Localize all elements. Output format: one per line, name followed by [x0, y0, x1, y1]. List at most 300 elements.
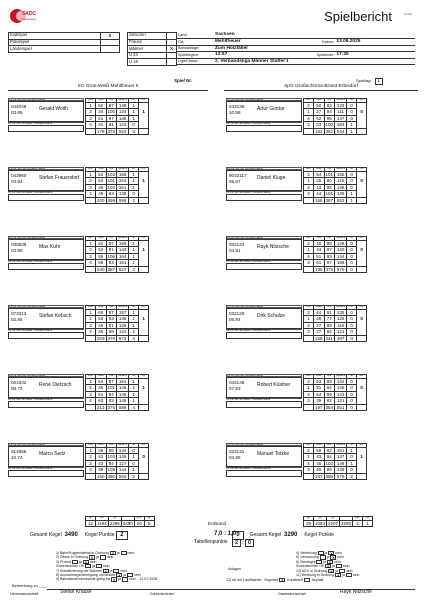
player-score-table — [303, 374, 367, 411]
score-cell: 164 — [117, 253, 129, 259]
mp-cell: 1 — [139, 178, 149, 184]
segment-label: Segment — [264, 578, 279, 583]
player-name[interactable]: Manuel Totzke — [257, 451, 290, 457]
player-header: Ps.-Nr. Mo.-Ja. Vorname Name — [226, 167, 302, 170]
score-cell: 4 — [86, 467, 96, 473]
sum-spacer-cell — [139, 404, 149, 410]
player-namebox — [226, 446, 302, 467]
sum-cell: 627 — [117, 266, 129, 272]
category-mark[interactable]: X — [167, 46, 177, 53]
score-cell: 1 — [86, 102, 96, 108]
player-name[interactable]: Gerald Woith — [39, 106, 69, 112]
score-cell: 97 — [106, 115, 117, 121]
sum-cell: 399 — [107, 197, 116, 203]
sum-cell: 160 — [97, 473, 105, 479]
home-total-value: 1194 — [97, 521, 107, 527]
sum-cell: 375 — [325, 266, 334, 272]
score-cell: 101 — [107, 178, 116, 184]
score-cell: 53 — [314, 122, 325, 128]
check-label: Sonstiges — [300, 559, 317, 564]
sum-cell: 178 — [97, 128, 105, 134]
score-cell: 2 — [304, 171, 314, 177]
exchange-header: Ps.-Nr. Mo.-Ja. Ausw.: Vorname Name — [8, 467, 84, 470]
player-birth-date: 05.87 — [229, 179, 241, 184]
category-label: U 23 — [128, 52, 167, 59]
score-cell: 53 — [96, 171, 107, 177]
home-total-value: 12 — [86, 520, 96, 526]
player-pass-number: 032128 — [229, 311, 245, 316]
guest-total-value: 2207 — [328, 521, 339, 527]
player-score-table — [303, 443, 367, 480]
player-pass-number: 001632 — [11, 380, 27, 385]
segment-checkbox[interactable]: X — [281, 579, 284, 583]
ja-checkbox[interactable]: X — [330, 569, 333, 574]
score-cell: 0 — [347, 178, 357, 184]
sum-cell: 551 — [335, 404, 347, 410]
home-total-value: 2296 — [109, 521, 120, 527]
category-mark[interactable] — [167, 52, 177, 59]
score-cell: 3 — [86, 322, 96, 328]
check-label: Schiedsrichter OK — [56, 564, 86, 569]
score-cell: 51 — [314, 253, 325, 259]
player-name[interactable]: Dirk Schulze — [257, 313, 286, 319]
score-cell: 3 — [304, 191, 314, 197]
sum-cell: 588 — [117, 404, 129, 410]
mp-cell: 0 — [139, 454, 149, 460]
totals-header: MP — [363, 517, 373, 521]
player-name[interactable]: Stefan Kebsch — [39, 313, 72, 319]
score-cell: 4 — [86, 398, 96, 404]
player-birth-date: 10.74 — [11, 455, 23, 460]
player-header: Ps.-Nr. Mo.-Ja. Vorname Name — [226, 443, 302, 446]
score-column-header: MP — [357, 306, 367, 310]
player-name[interactable]: Daniel Kluge — [257, 175, 286, 181]
kunststoff-checkbox[interactable] — [304, 578, 310, 582]
score-cell: 3 — [86, 184, 96, 190]
player-name[interactable]: René Dietzsch — [39, 382, 72, 388]
home-total-value: 20 — [134, 520, 144, 526]
gesamt-label: Gesamt Kegel — [30, 532, 62, 538]
kegelpunkte-label: Kegel Punkte — [304, 532, 335, 538]
category-mark[interactable] — [167, 33, 177, 40]
player-namebox — [226, 170, 302, 191]
score-cell: 3 — [86, 391, 96, 397]
score-cell: 39 — [314, 398, 325, 404]
sum-cell: 3 — [129, 197, 139, 203]
sum-cell: 2 — [347, 473, 357, 479]
score-cell: 40 — [314, 240, 325, 246]
category-label: Senioren — [128, 33, 167, 40]
sum-cell: 550 — [117, 473, 129, 479]
score-column-header: Bhn — [304, 375, 314, 379]
score-cell: 36 — [96, 447, 107, 453]
datum-label: Datum: — [298, 39, 335, 46]
exchange-player-field[interactable] — [8, 263, 84, 270]
score-cell: 0 — [347, 309, 357, 315]
score-cell: 1 — [347, 460, 357, 466]
league-type-table — [8, 32, 120, 53]
score-cell: 144 — [335, 253, 347, 259]
spielende-value[interactable]: 17:35 — [335, 52, 415, 59]
score-cell: 68 — [96, 260, 107, 266]
ja-label: ja — [91, 564, 96, 569]
check-number: 8) — [56, 572, 60, 577]
exchange-player-field[interactable] — [226, 263, 302, 270]
sum-spacer-cell — [304, 473, 314, 479]
bahnanlage-value[interactable]: Zum Holzfäller — [214, 45, 415, 52]
check-number: 3) — [56, 559, 61, 564]
mp-cell: 0 — [357, 385, 367, 391]
sum-cell: 0 — [347, 404, 357, 410]
sum-spacer-cell — [86, 197, 96, 203]
score-cell: 136 — [117, 322, 129, 328]
score-cell: 1 — [129, 109, 139, 115]
home-team-name[interactable]: SG Grün-Weiß Mehltheuer II — [8, 84, 208, 91]
score-cell: 84 — [324, 329, 335, 335]
land-value[interactable]: Sachsen — [214, 32, 415, 39]
totals-header: gV — [327, 517, 340, 521]
score-column-header: MP — [139, 444, 149, 448]
score-column-header: SP — [347, 306, 357, 310]
player-name[interactable]: Artur Gontar — [257, 106, 285, 112]
category-mark[interactable] — [167, 59, 177, 66]
exchange-player-field[interactable] — [8, 401, 84, 408]
ja-checkbox[interactable]: X — [90, 556, 94, 561]
exchange-player-field[interactable] — [8, 470, 84, 477]
score-column-header: Gesamt — [336, 374, 346, 377]
checks-left — [56, 551, 157, 582]
score-cell: 2 — [304, 378, 314, 384]
liga-value[interactable]: 2. Verbandsliga Männer Staffel 1 — [214, 58, 415, 65]
player-score-table — [85, 443, 149, 480]
score-column-header: Volle — [96, 444, 107, 448]
score-cell: 81 — [106, 122, 117, 128]
ja-checkbox[interactable]: X — [113, 578, 116, 583]
score-cell: 134 — [117, 447, 129, 453]
league-type-mark[interactable]: X — [100, 33, 119, 40]
score-column-header: SP — [347, 168, 357, 172]
check-number: 7) — [56, 568, 61, 573]
category-table — [127, 32, 177, 66]
score-column-header: Volle — [314, 444, 325, 448]
exchange-player-field[interactable] — [8, 332, 84, 339]
score-cell: 115 — [335, 178, 347, 184]
gesamt-label: Gesamt Kegel — [249, 532, 282, 538]
ja-checkbox[interactable]: X — [336, 573, 340, 578]
tp2-guest-value: 0 — [245, 539, 254, 547]
sum-cell: 553 — [335, 197, 347, 203]
score-cell: 0 — [129, 122, 139, 128]
nein-checkbox[interactable]: X — [332, 556, 335, 561]
score-column-header: Volle — [96, 306, 107, 310]
nein-checkbox[interactable]: X — [84, 560, 88, 565]
score-cell: 99 — [324, 467, 335, 473]
score-column-header: Abr — [106, 444, 117, 448]
sum-cell: 544 — [335, 128, 347, 134]
exchange-header: Ps.-Nr. Mo.-Ja. Ausw.: Vorname Name — [8, 329, 84, 332]
player-pass-number: 023131 — [229, 449, 245, 454]
score-cell: 4 — [86, 122, 96, 128]
score-column-header: Volle — [314, 306, 325, 310]
sum-cell: 240 — [97, 266, 105, 272]
score-cell: 142 — [335, 378, 347, 384]
ja-checkbox[interactable]: X — [104, 569, 107, 574]
exchange-player-field[interactable] — [226, 401, 302, 408]
player-namebox — [226, 377, 302, 398]
player-name[interactable]: Robert Küstner — [257, 382, 291, 388]
score-cell: 91 — [106, 322, 117, 328]
tp-score: 7,0 : 1,0 — [214, 531, 237, 537]
score-cell: 1 — [129, 260, 139, 266]
score-sum-row — [86, 473, 149, 479]
score-cell: 133 — [335, 102, 347, 108]
home-total-value: 5 — [144, 520, 154, 526]
score-cell: 155 — [335, 171, 347, 177]
score-cell: 146 — [117, 385, 129, 391]
tp-label: Tabellenpunkte — [194, 539, 228, 545]
category-mark[interactable] — [167, 39, 177, 46]
player-header: Ps.-Nr. Mo.-Ja. Vorname Name — [226, 374, 302, 377]
player-score-table — [85, 98, 149, 135]
score-cell: 49 — [96, 184, 107, 190]
exchange-player-field[interactable] — [226, 470, 302, 477]
league-type-mark[interactable] — [100, 46, 119, 53]
score-cell: 52 — [314, 115, 325, 121]
score-cell: 0 — [347, 102, 357, 108]
exchange-player-field[interactable] — [226, 125, 302, 132]
exchange-player-field[interactable] — [8, 125, 84, 132]
guest-team-name[interactable]: SpG Großschirma-Brand-Erbisdorf — [224, 84, 418, 91]
check-row — [296, 573, 359, 577]
score-cell: 0 — [347, 171, 357, 177]
score-column-header: Abr — [106, 306, 117, 310]
score-cell: 1 — [304, 454, 314, 460]
score-cell: 4 — [304, 460, 314, 466]
player-header: Ps.-Nr. Mo.-Ja. Vorname Name — [8, 305, 84, 308]
score-cell: 91 — [324, 309, 335, 315]
gast-signature[interactable]: Rayk Nitzsche — [340, 589, 372, 595]
score-column-header: Abr — [324, 375, 335, 379]
score-cell: 0 — [347, 253, 357, 259]
score-column-header: Bhn — [304, 237, 314, 241]
score-cell: 4 — [86, 260, 96, 266]
asphalt-label: Asphalt — [311, 578, 324, 583]
guest-total-value: 3290 — [341, 521, 352, 527]
score-cell: 0 — [347, 378, 357, 384]
score-cell: 97 — [106, 309, 117, 315]
sum-spacer-cell — [86, 128, 96, 134]
sum-cell: 197 — [315, 404, 323, 410]
score-cell: 137 — [335, 454, 347, 460]
category-label: U 18 — [128, 59, 167, 66]
score-cell: 97 — [324, 260, 335, 266]
validity-date[interactable]: 21.07.2028 — [139, 577, 158, 582]
score-column-header: Abr — [106, 375, 117, 379]
score-cell: 122 — [117, 122, 129, 128]
score-cell: 151 — [117, 378, 129, 384]
score-column-header: Gesamt — [336, 236, 346, 239]
score-cell: 1 — [304, 385, 314, 391]
player-pass-number: 043148 — [229, 380, 245, 385]
spieltag-value[interactable]: 1 — [375, 78, 383, 85]
score-cell: 103 — [325, 460, 334, 466]
sum-cell: 354 — [325, 404, 334, 410]
home-kp-value: 2 — [116, 531, 128, 540]
score-cell: 121 — [335, 329, 347, 335]
sum-cell: 166 — [315, 197, 323, 203]
score-cell: 0 — [347, 329, 357, 335]
datum-value[interactable]: 13.09.2025 — [335, 39, 415, 46]
sum-cell: 195 — [315, 266, 323, 272]
score-cell: 161 — [117, 260, 129, 266]
score-column-header: Abr — [324, 168, 335, 172]
sum-cell: 3 — [129, 128, 139, 134]
player-name[interactable]: Rayk Nitzsche — [257, 244, 289, 250]
sum-cell: 4 — [129, 335, 139, 341]
score-cell: 62 — [96, 240, 107, 246]
score-cell: 27 — [314, 109, 325, 115]
score-sum-row — [304, 335, 367, 341]
score-cell: 144 — [117, 467, 129, 473]
check-label: Verwarnung — [300, 555, 320, 560]
home-gesamt — [30, 531, 128, 540]
ja-checkbox[interactable]: X — [118, 573, 121, 578]
exchange-player-field[interactable] — [8, 194, 84, 201]
ort-value[interactable]: Mehltheuer — [214, 39, 298, 46]
score-cell: 4 — [86, 191, 96, 197]
score-column-header: MP — [139, 237, 149, 241]
totals-header: gA — [314, 517, 327, 521]
player-pass-number: 043136 — [229, 104, 245, 109]
player-birth-date: 07.83 — [229, 386, 241, 391]
ja-label: ja — [95, 555, 100, 560]
ja-checkbox[interactable]: X — [326, 565, 330, 570]
score-cell: 153 — [335, 122, 347, 128]
nein-checkbox[interactable]: X — [330, 552, 333, 556]
player-score-table — [303, 98, 367, 135]
sum-cell: 599 — [117, 197, 129, 203]
check-label: Schiedsrichter OK — [296, 564, 326, 569]
home-kegel-value: 3490 — [64, 532, 78, 538]
league-type-mark[interactable] — [100, 39, 119, 46]
player-name[interactable]: Max Kuhr — [39, 244, 61, 250]
player-header: Ps.-Nr. Mo.-Ja. Vorname Name — [8, 236, 84, 239]
score-cell: 103 — [107, 172, 116, 178]
check-row — [56, 577, 157, 581]
score-cell: 146 — [117, 398, 129, 404]
score-cell: 128 — [335, 240, 347, 246]
score-column-header: Gesamt — [118, 443, 128, 446]
nein-label: nein — [351, 572, 360, 577]
league-type-label: Klubspiel — [9, 33, 101, 40]
score-cell: 1 — [129, 467, 139, 473]
check-label: Bahnabnahmeurkunde gültig bis — [60, 577, 112, 582]
player-header: Ps.-Nr. Mo.-Ja. Vorname Name — [8, 443, 84, 446]
score-cell: 3 — [304, 398, 314, 404]
guest-kp-value: 0 — [232, 531, 244, 540]
score-cell: 93 — [106, 316, 117, 322]
exchange-header: Ps.-Nr. Mo.-Ja. Ausw.: Vorname Name — [226, 329, 302, 332]
spielbeginn-value[interactable]: 13:57 — [214, 52, 298, 59]
tp-home-value: 7,0 — [214, 531, 223, 537]
player-name[interactable]: Stefan Frauendorf — [39, 175, 80, 181]
score-sum-row — [86, 128, 149, 134]
score-column-header: Volle — [96, 99, 107, 103]
mp-cell: 1 — [139, 109, 149, 115]
score-column-header: Gesamt — [336, 305, 346, 308]
score-column-header: Gesamt — [336, 443, 346, 446]
score-column-header: Volle — [96, 237, 107, 241]
exchange-player-field[interactable] — [226, 194, 302, 201]
guest-total-value: 4 — [353, 520, 363, 526]
category-label: Frauen — [128, 39, 167, 46]
nein-label: nein — [105, 555, 114, 560]
sum-cell: 1 — [347, 197, 357, 203]
lauf-row — [226, 578, 323, 582]
score-cell: 147 — [335, 115, 347, 121]
score-cell: 51 — [314, 385, 325, 391]
exchange-player-field[interactable] — [226, 332, 302, 339]
association-logo — [8, 7, 38, 29]
sum-cell: 4 — [129, 266, 139, 272]
nein-checkbox[interactable]: X — [328, 560, 332, 565]
score-column-header: Bhn — [304, 168, 314, 172]
score-cell: 97 — [106, 240, 117, 246]
heim-signature[interactable]: Stefan Krause — [60, 589, 92, 595]
score-cell: 101 — [107, 385, 116, 391]
score-cell: 88 — [324, 240, 335, 246]
score-cell: 0 — [347, 322, 357, 328]
score-cell: 61 — [314, 260, 325, 266]
totals-header: gSP — [134, 517, 144, 521]
player-name[interactable]: Marco Seitz — [39, 451, 66, 457]
sum-cell: 0 — [347, 335, 357, 341]
check-label: ADV in Ordnung — [301, 568, 329, 573]
ja-checkbox[interactable]: X — [111, 552, 115, 556]
score-cell: 139 — [335, 467, 347, 473]
guest-total-value: 1 — [363, 520, 373, 526]
player-birth-date: 04.85 — [229, 455, 241, 460]
tp2-home-value: 2 — [232, 539, 241, 547]
exchange-header: Ps.-Nr. Mo.-Ja. Ausw.: Vorname Name — [226, 467, 302, 470]
checks-right — [296, 551, 359, 577]
score-column-header: Abr — [106, 99, 117, 103]
score-cell: 102 — [107, 184, 116, 190]
score-cell: 1 — [129, 398, 139, 404]
player-score-table — [85, 305, 149, 342]
score-sum-row — [86, 266, 149, 272]
score-cell: 100 — [325, 122, 334, 128]
score-cell: 25 — [314, 178, 325, 184]
check-label: Verletzung — [300, 551, 318, 556]
player-pass-number: 073313 — [11, 311, 27, 316]
score-column-header: MP — [357, 444, 367, 448]
check-number: 1) — [56, 551, 61, 556]
score-cell: 89 — [106, 329, 117, 335]
kunststoff-label: Kunststoff — [287, 578, 303, 583]
ja-label: ja — [122, 572, 128, 577]
score-column-header: Abr — [324, 306, 335, 310]
home-total-value: 3490 — [122, 521, 133, 527]
score-cell: 135 — [335, 309, 347, 315]
score-column-header: Gesamt — [336, 98, 346, 101]
score-sum-row — [304, 128, 367, 134]
score-cell: 145 — [335, 191, 347, 197]
score-column-header: SP — [347, 444, 357, 448]
score-cell: 1 — [129, 391, 139, 397]
sum-spacer-cell — [357, 197, 367, 203]
player-birth-date: 03.84 — [11, 179, 23, 184]
